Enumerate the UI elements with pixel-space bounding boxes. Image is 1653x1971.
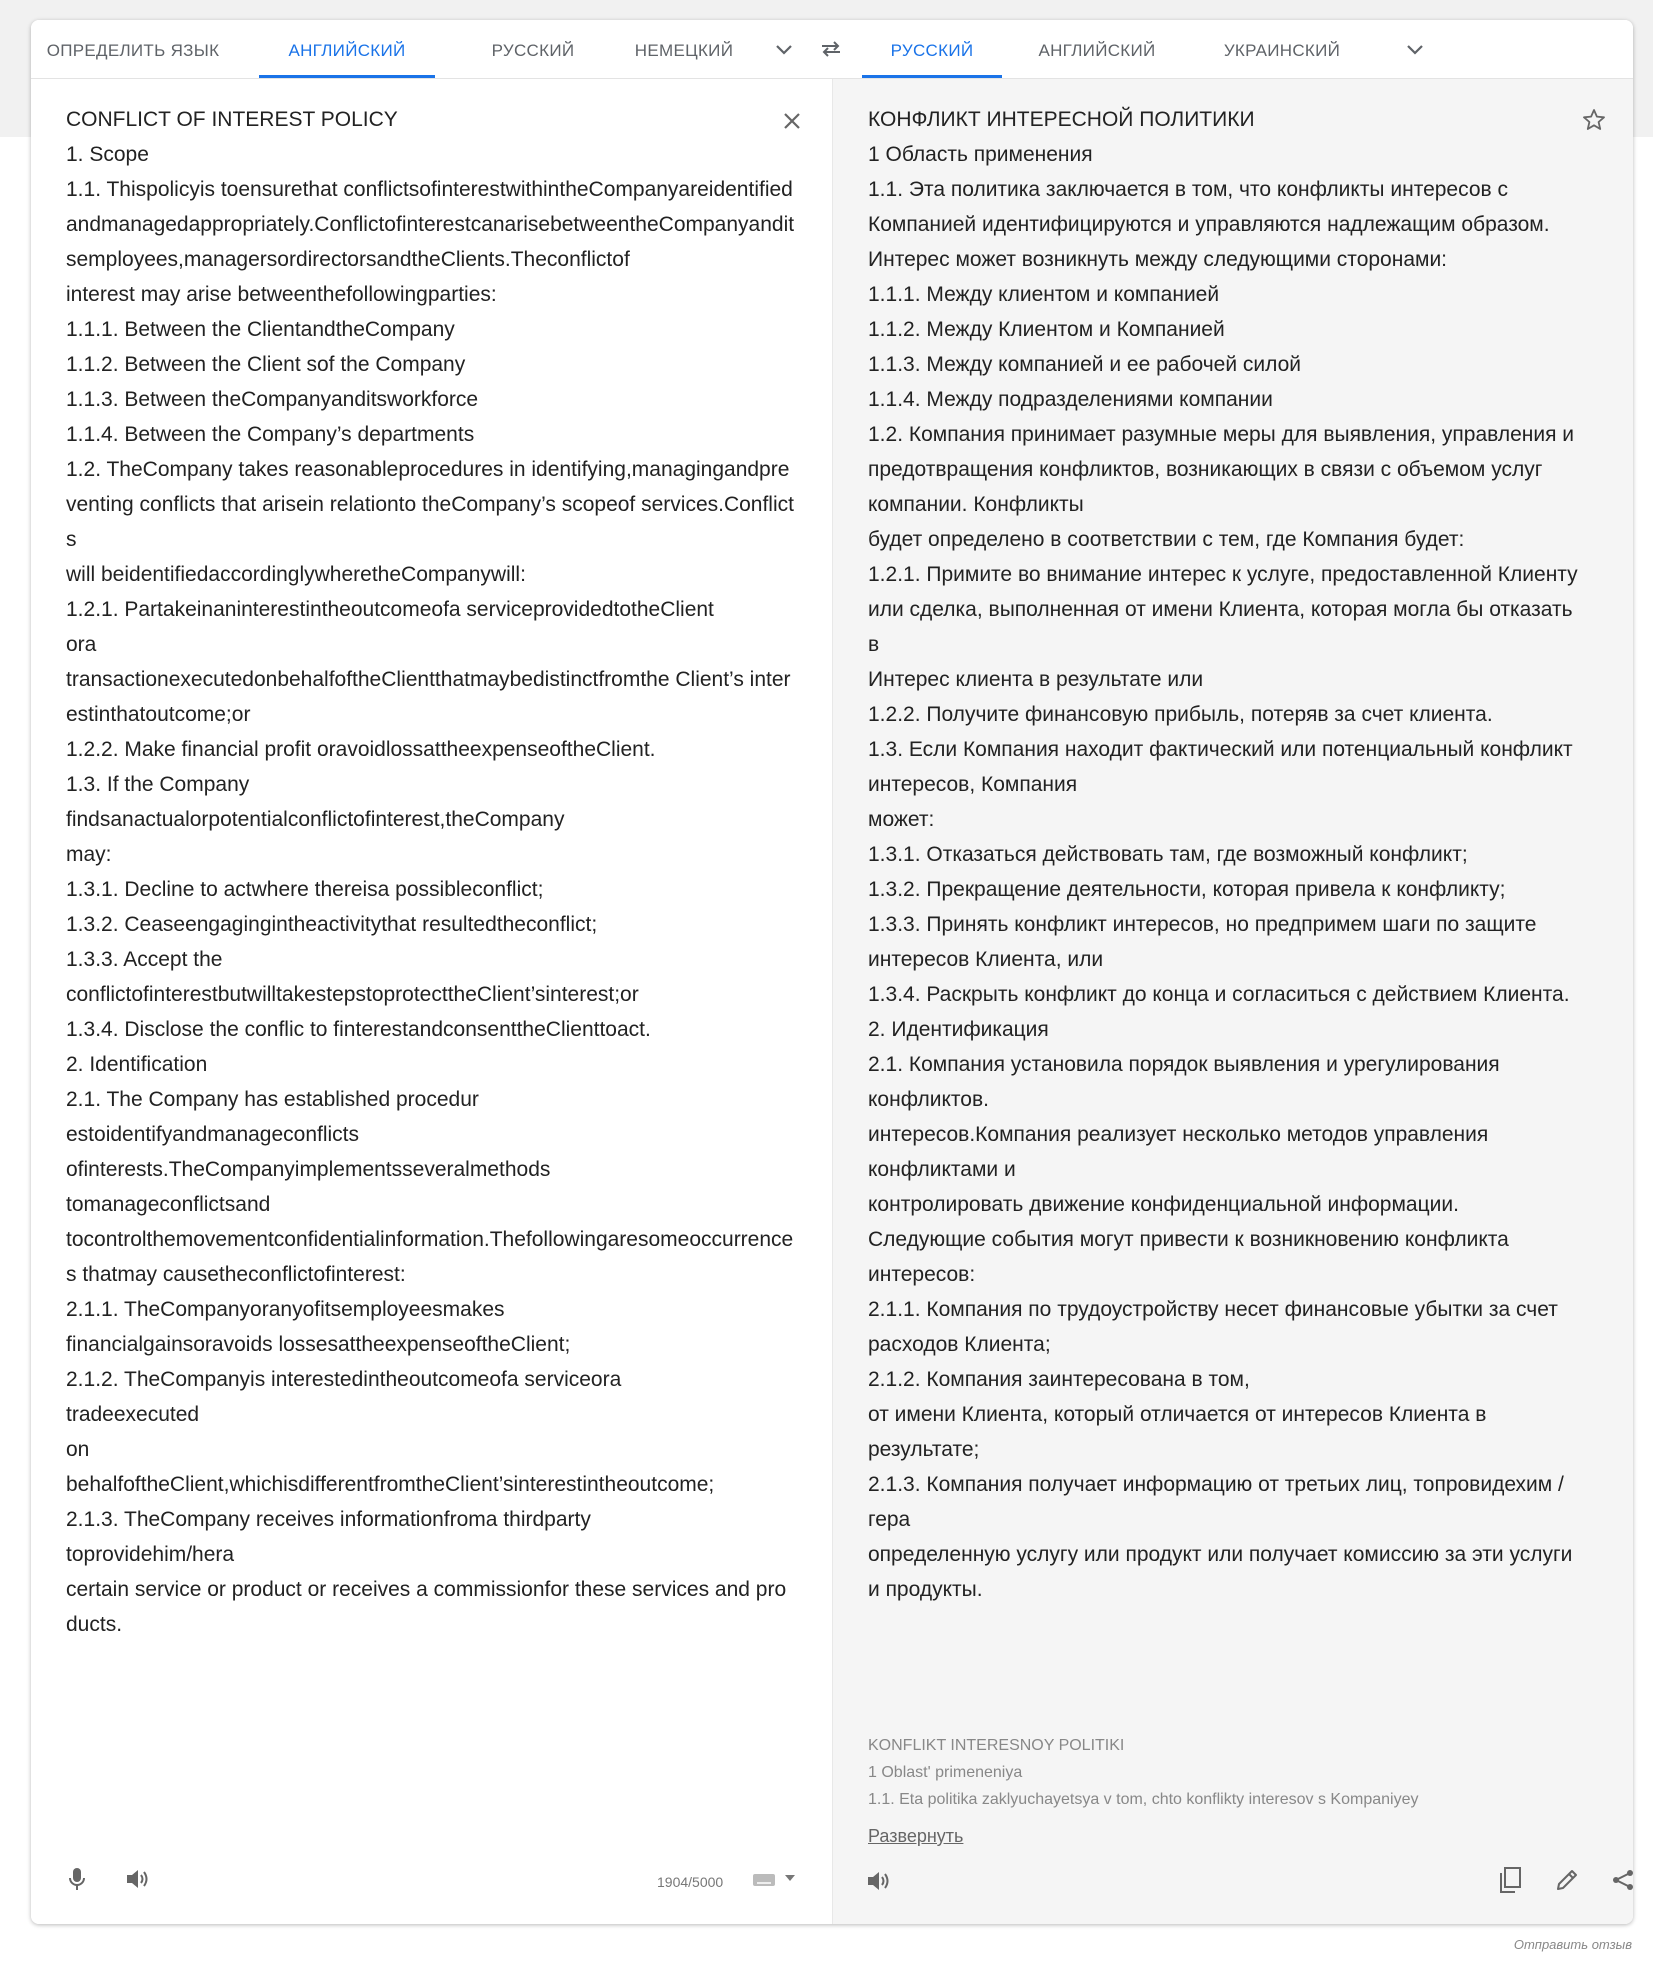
source-panel [31,79,832,1924]
translation-speaker-icon[interactable] [861,1864,897,1898]
pencil-icon[interactable] [1550,1863,1584,1897]
translator-card [31,20,1633,1924]
tab-detect-language[interactable]: ОПРЕДЕЛИТЬ ЯЗЫК [46,41,220,60]
tab-target-ukrainian[interactable]: УКРАИНСКИЙ [1223,41,1341,60]
target-languages-chevron-down-icon[interactable] [1400,34,1430,64]
expand-link[interactable]: Развернуть [868,1826,964,1846]
tab-target-english[interactable]: АНГЛИЙСКИЙ [1038,41,1156,60]
tab-source-german[interactable]: НЕМЕЦКИЙ [634,41,734,60]
star-icon[interactable] [1579,105,1609,135]
tab-source-russian[interactable]: РУССКИЙ [491,41,575,60]
microphone-icon[interactable] [60,1862,94,1896]
source-text-input[interactable]: CONFLICT OF INTEREST POLICY 1. Scope 1.1. Thispolicyis toensurethat conflictsofinterestwithintheCompanyareidentifiedandmanagedappropriately.ConflictofinterestcanarisebetweentheCompanyanditsemployees,managersordirectorsandtheClients.Theconflictof interest may arise betweenthefollowingparties: 1.1.1. Between the ClientandtheCompany 1.1.2. Between the Client sof the Company 1.1.3. Between theCompanyanditsworkforce 1.1.4. Between the Company’s departments 1.2. TheCompany takes reasonableprocedures in identifying,managingandpreventing conflicts that arisein relationto theCompany’s scopeof services.Conflicts will beidentifiedaccordinglywheretheCompanywill: 1.2.1. Partakeinaninterestintheoutcomeofa serviceprovidedtotheClient ora transactionexecutedonbehalfoftheClientthatmaybedistinctfromthe Client’s interestinthatoutcome;or 1.2.2. Make financial profit oravoidlossattheexpenseoftheClient. 1.3. If the Company findsanactualorpotentialconflictofinterest,theCompany may: 1.3.1. Decline to actwhere thereisa possibleconflict; 1.3.2. Ceaseengagingintheactivitythat resultedtheconflict; 1.3.3. Accept the conflictofinterestbutwilltakestepstoprotecttheClient’sinterest;or 1.3.4. Disclose the conflic to finterestandconsenttheClienttoact. 2. Identification 2.1. The Company has established procedur estoidentifyandmanageconflicts ofinterests.TheCompanyimplementsseveralmethods tomanageconflictsand tocontrolthemovementconfidentialinformation.Thefollowingaresomeoccurrences thatmay causetheconflictofinterest: 2.1.1. TheCompanyoranyofitsemployeesmakes financialgainsoravoids lossesattheexpenseoftheClient; 2.1.2. TheCompanyis interestedintheoutcomeofa serviceora tradeexecuted on behalfoftheClient,whichisdifferentfromtheClient’sinterestintheoutcome; 2.1.3. TheCompany receives informationfroma thirdparty toprovidehim/hera certain service or product or receives a commissionfor these services and products. [66,108,795,1636]
keyboard-icon[interactable] [750,1870,778,1890]
transliteration-text: KONFLIKT INTERESNOY POLITIKI 1 Oblast' primeneniya 1.1. Eta politika zaklyuchayetsya v tom, chto konflikty interesov s Kompaniyey [868,1737,1419,1808]
character-count: 1904/5000 [657,1874,724,1890]
source-speaker-icon[interactable] [120,1862,156,1896]
swap-icon[interactable] [815,33,847,65]
translation-text: КОНФЛИКТ ИНТЕРЕСНОЙ ПОЛИТИКИ 1 Область применения 1.1. Эта политика заключается в том, что конфликты интересов с Компанией идентифицируются и управляются надлежащим образом. Интерес может возникнуть между следующими сторонами: 1.1.1. Между клиентом и компанией 1.1.2. Между Клиентом и Компанией 1.1.3. Между компанией и ее рабочей силой 1.1.4. Между подразделениями компании 1.2. Компания принимает разумные меры для выявления, управления и предотвращения конфликтов, возникающих в связи с объемом услуг компании. Конфликты будет определено в соответствии с тем, где Компания будет: 1.2.1. Примите во внимание интерес к услуге, предоставленной Клиенту или сделка, выполненная от имени Клиента, которая могла бы отказать в Интерес клиента в результате или 1.2.2. Получите финансовую прибыль, потеряв за счет клиента. 1.3. Если Компания находит фактический или потенциальный конфликт интересов, Компания может: 1.3.1. Отказаться действовать там, где возможный конфликт; 1.3.2. Прекращение деятельности, которая привела к конфликту; 1.3.3. Принять конфликт интересов, но предпримем шаги по защите интересов Клиента, или 1.3.4. Раскрыть конфликт до конца и согласиться с действием Клиента. 2. Идентификация 2.1. Компания установила порядок выявления и урегулирования конфликтов. интересов.Компания реализует несколько методов управления конфликтами и контролировать движение конфиденциальной информации. Следующие события могут привести к возникновению конфликта интересов: 2.1.1. Компания по трудоустройству несет финансовые убытки за счет расходов Клиента; 2.1.2. Компания заинтересована в том, от имени Клиента, который отличается от интересов Клиента в результате; 2.1.3. Компания получает информацию от третьих лиц, топровидехим / гера определенную услугу или продукт или получает комиссию за эти услуги и продукты. [868,108,1578,1601]
close-icon[interactable] [778,107,806,135]
translation-panel [832,79,1633,1924]
tab-source-english[interactable]: АНГЛИЙСКИЙ [259,20,435,78]
tab-target-russian[interactable]: РУССКИЙ [862,20,1002,78]
language-bar [31,20,1633,79]
copy-icon[interactable] [1493,1863,1527,1897]
source-languages-chevron-down-icon[interactable] [769,34,799,64]
input-tools-chevron-down-icon[interactable] [782,1870,798,1886]
send-feedback-link[interactable]: Отправить отзыв [1513,1937,1632,1952]
share-icon[interactable] [1606,1863,1633,1897]
